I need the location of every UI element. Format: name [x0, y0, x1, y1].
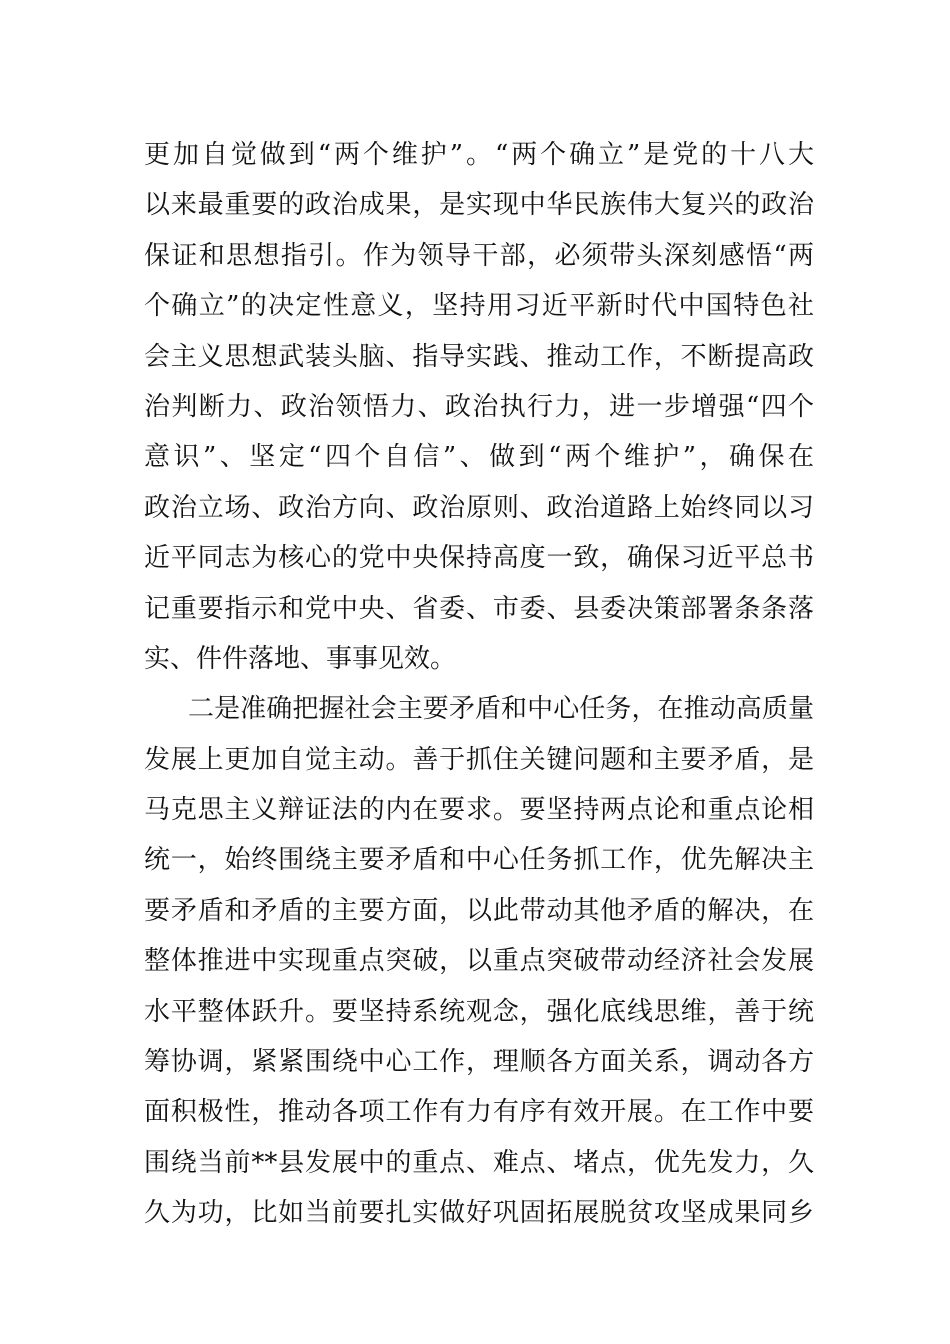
paragraph-2 [144, 684, 814, 1238]
text-line: 马克思主义辩证法的内在要求。要坚持两点论和重点论相 [144, 795, 814, 826]
text-line: 意识”、坚定“四个自信”、做到“两个维护”，确保在 [144, 442, 814, 473]
document-body [144, 130, 814, 1239]
paragraph-1 [144, 130, 814, 684]
text-line: 政治立场、政治方向、政治原则、政治道路上始终同以习 [144, 492, 814, 523]
text-line: 统一，始终围绕主要矛盾和中心任务抓工作，优先解决主 [144, 845, 814, 876]
text-line: 实、件件落地、事事见效。 [144, 643, 457, 674]
text-line: 发展上更加自觉主动。善于抓住关键问题和主要矛盾，是 [144, 744, 814, 775]
text-line: 围绕当前**县发展中的重点、难点、堵点，优先发力，久 [144, 1147, 814, 1178]
text-line: 以来最重要的政治成果，是实现中华民族伟大复兴的政治 [144, 190, 814, 221]
text-line: 二是准确把握社会主要矛盾和中心任务，在推动高质量 [188, 694, 814, 725]
text-line: 久为功，比如当前要扎实做好巩固拓展脱贫攻坚成果同乡 [144, 1198, 814, 1229]
text-line: 面积极性，推动各项工作有力有序有效开展。在工作中要 [144, 1097, 814, 1128]
text-line: 近平同志为核心的党中央保持高度一致，确保习近平总书 [144, 543, 814, 574]
text-line: 会主义思想武装头脑、指导实践、推动工作，不断提高政 [144, 341, 814, 372]
text-line: 记重要指示和党中央、省委、市委、县委决策部署条条落 [144, 593, 814, 624]
text-line: 整体推进中实现重点突破，以重点突破带动经济社会发展 [144, 946, 814, 977]
text-line: 要矛盾和矛盾的主要方面，以此带动其他矛盾的解决，在 [144, 895, 814, 926]
text-line: 个确立”的决定性意义，坚持用习近平新时代中国特色社 [144, 291, 814, 322]
text-line: 筹协调，紧紧围绕中心工作，理顺各方面关系，调动各方 [144, 1047, 814, 1078]
text-line: 更加自觉做到“两个维护”。“两个确立”是党的十八大 [144, 140, 814, 170]
text-line: 治判断力、政治领悟力、政治执行力，进一步增强“四个 [144, 391, 814, 422]
text-line: 保证和思想指引。作为领导干部，必须带头深刻感悟“两 [144, 240, 814, 271]
text-line: 水平整体跃升。要坚持系统观念，强化底线思维，善于统 [144, 996, 814, 1027]
